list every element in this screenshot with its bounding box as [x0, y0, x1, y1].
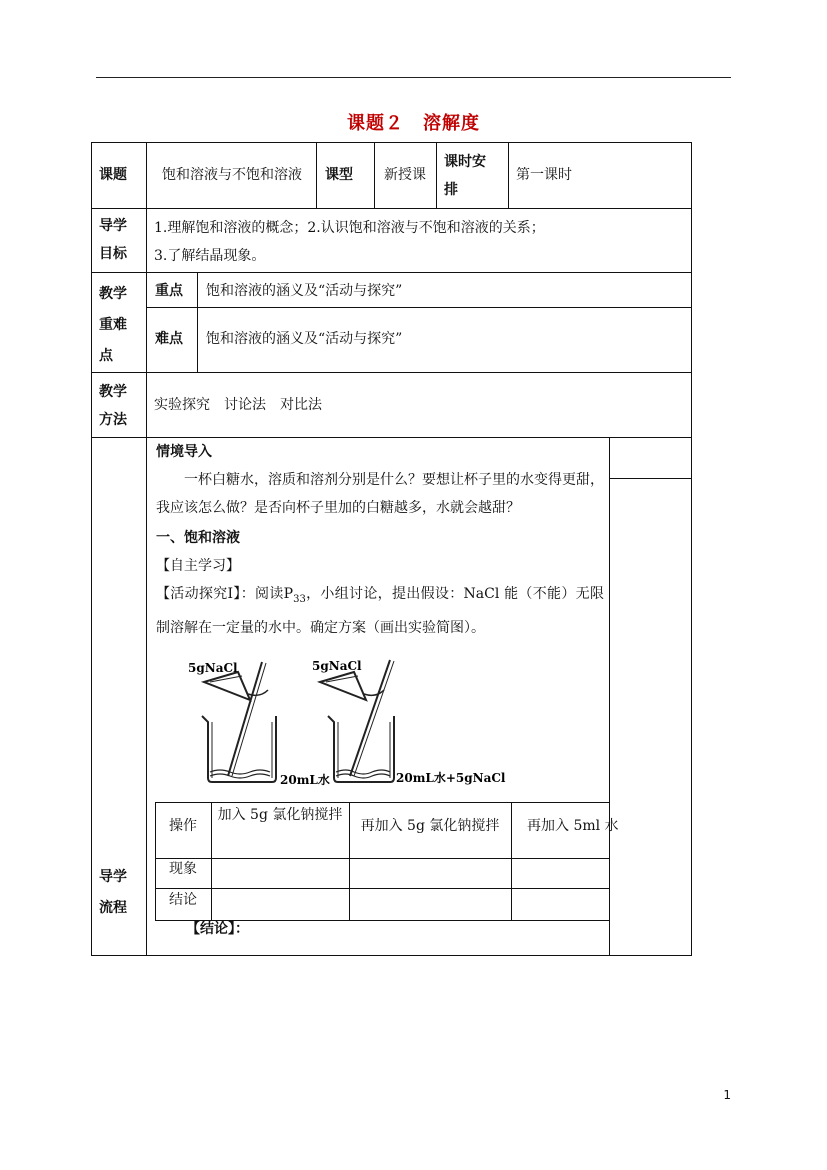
inner-table-border: [155, 858, 609, 859]
table-border: [91, 208, 692, 209]
inner-header-add-water: 再加入 5ml 水: [527, 818, 619, 834]
inner-row-phenomenon: 现象: [169, 861, 197, 877]
table-border: [91, 142, 92, 956]
table-border: [91, 955, 692, 956]
label-key-line3: 点: [99, 348, 113, 364]
label-right-water: 20mL水+5gNaCl: [396, 771, 506, 785]
intro-heading: 情境导入: [156, 444, 212, 460]
activity-text: [156, 580, 604, 642]
left-apparatus: [202, 662, 276, 782]
right-apparatus: [320, 660, 394, 782]
goals-line2: 3.了解结晶现象。: [154, 248, 266, 264]
table-border: [609, 437, 610, 955]
table-border: [508, 142, 509, 208]
inner-header-add1: 加入 5g 氯化钠搅拌: [217, 807, 343, 823]
label-goals-line1: 导学: [99, 218, 127, 234]
lesson-type-value: 新授课: [384, 167, 426, 183]
activity-text-a: ：阅读P: [240, 586, 294, 602]
label-process-line2: 流程: [99, 900, 127, 916]
label-methods-line1: 教学: [99, 384, 127, 400]
label-left-water: 20mL水: [280, 773, 330, 787]
table-border: [146, 307, 692, 308]
goals-text: [154, 214, 545, 270]
schedule-value: 第一课时: [516, 167, 572, 183]
key-text: 饱和溶液的涵义及“活动与探究”: [206, 283, 403, 299]
label-difficult: 难点: [155, 331, 183, 347]
self-study: 【自主学习】: [156, 558, 240, 574]
table-border: [91, 372, 692, 373]
experiment-figure: [180, 652, 510, 792]
label-goals: [99, 212, 127, 268]
label-right-salt: 5gNaCl: [312, 659, 362, 673]
inner-table-border: [211, 802, 212, 920]
table-border: [197, 272, 198, 372]
methods-text: 实验探究 讨论法 对比法: [154, 397, 322, 413]
label-key-line2: 重难: [99, 317, 127, 333]
table-border: [316, 142, 317, 208]
inner-table-border: [155, 888, 609, 889]
page-title: 课题２ 溶解度: [347, 113, 480, 134]
table-border: [609, 478, 692, 479]
label-methods-line2: 方法: [99, 412, 127, 428]
table-border: [374, 142, 375, 208]
header-rule: [96, 77, 731, 78]
inner-row-conclusion: 结论: [169, 892, 197, 908]
stir-rod-left: [228, 662, 262, 776]
inner-header-add2: 再加入 5g 氯化钠搅拌: [360, 818, 500, 834]
label-process-line1: 导学: [99, 869, 127, 885]
topic-value: 饱和溶液与不饱和溶液: [162, 167, 302, 183]
difficult-text: 饱和溶液的涵义及“活动与探究”: [206, 331, 403, 347]
label-topic: 课题: [99, 167, 127, 183]
label-schedule-line1: 课时安: [444, 154, 486, 170]
intro-text: 一杯白糖水，溶质和溶剂分别是什么？要想让杯子里的水变得更甜，我应该怎么做？是否向杯子里加的白糖越多，水就会越甜？: [156, 472, 604, 516]
inner-header-operation: 操作: [169, 818, 197, 834]
activity-text-b: ，小组讨论，提出假设：NaCl 能（不能）无限制溶解在一定量的水中。确定方案（画出实验简图）。: [156, 586, 604, 636]
goals-line1: 1.理解饱和溶液的概念；2.认识饱和溶液与不饱和溶液的关系；: [154, 220, 545, 236]
label-schedule: [444, 148, 486, 204]
page-number: 1: [723, 1088, 731, 1102]
table-border: [436, 142, 437, 208]
activity-sub: 33: [293, 593, 306, 605]
salt-paper-left: [204, 672, 250, 700]
label-methods: [99, 378, 127, 434]
table-border: [91, 272, 692, 273]
table-border: [146, 142, 147, 956]
table-border: [91, 142, 692, 143]
label-lesson-type: 课型: [325, 167, 353, 183]
beaker-left: [202, 716, 276, 782]
label-key-line1: 教学: [99, 286, 127, 302]
conclusion-label: 【结论】：: [186, 921, 249, 937]
label-key: 重点: [155, 283, 183, 299]
label-key-points: [99, 279, 127, 372]
label-goals-line2: 目标: [99, 246, 127, 262]
label-schedule-line2: 排: [444, 182, 458, 198]
table-border: [691, 142, 692, 956]
salt-paper-right: [320, 672, 366, 700]
section-saturated: 一、饱和溶液: [156, 530, 240, 546]
label-process: [99, 862, 127, 924]
label-left-salt: 5gNaCl: [188, 661, 238, 675]
activity-label: 【活动探究Ⅰ】: [156, 586, 241, 602]
